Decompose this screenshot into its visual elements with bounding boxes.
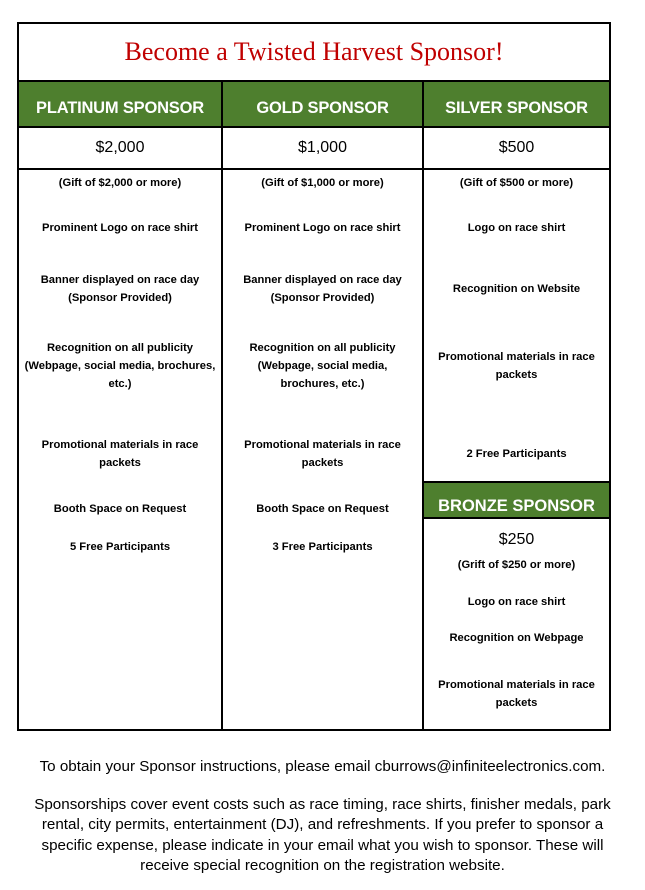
- platinum-benefit: 5 Free Participants: [69, 541, 171, 553]
- sponsorship-details-line: specific expense, please indicate in your email what you wish to sponsor. These will: [41, 837, 604, 854]
- gold-benefit: 3 Free Participants: [272, 541, 373, 553]
- silver-benefit: Promotional materials in race packets: [438, 351, 595, 381]
- silver-benefit: Recognition on Website: [452, 283, 581, 295]
- page-title: Become a Twisted Harvest Sponsor!: [19, 24, 609, 82]
- bronze-benefit: (Grift of $250 or more): [457, 559, 576, 571]
- gold-benefit: Promotional materials in race packets: [244, 439, 401, 469]
- gold-benefit: Banner displayed on race day (Sponsor Provided): [243, 274, 402, 304]
- gold-column: [223, 82, 424, 729]
- gold-benefit: Recognition on all publicity (Webpage, social media, brochures, etc.): [249, 342, 396, 390]
- platinum-benefit: Banner displayed on race day (Sponsor Provided): [40, 274, 200, 304]
- bronze-benefit: Promotional materials in race packets: [438, 679, 595, 709]
- silver-benefit: Logo on race shirt: [467, 222, 566, 234]
- platinum-benefit: (Gift of $2,000 or more): [58, 177, 182, 189]
- gold-header: GOLD SPONSOR: [223, 82, 422, 128]
- silver-benefit: (Gift of $500 or more): [459, 177, 574, 189]
- platinum-benefit: Prominent Logo on race shirt: [41, 222, 199, 234]
- platinum-benefit: Recognition on all publicity (Webpage, social media, brochures, etc.): [24, 342, 216, 390]
- bronze-benefit: Recognition on Webpage: [449, 632, 584, 644]
- platinum-benefit: Booth Space on Request: [53, 503, 187, 515]
- bronze-header: BRONZE SPONSOR: [424, 481, 609, 519]
- sponsorship-details-line: Sponsorships cover event costs such as race timing, race shirts, finisher medals, park: [34, 796, 611, 813]
- silver-benefit: 2 Free Participants: [466, 448, 567, 460]
- gold-benefit: (Gift of $1,000 or more): [261, 177, 384, 189]
- gold-benefit: Prominent Logo on race shirt: [244, 222, 401, 234]
- gold-benefit: Booth Space on Request: [256, 503, 389, 515]
- platinum-header: PLATINUM SPONSOR: [19, 82, 221, 128]
- sponsorship-details-line: receive special recognition on the registration website.: [140, 857, 505, 874]
- gold-price: $1,000: [223, 128, 422, 170]
- silver-header: SILVER SPONSOR: [424, 82, 609, 128]
- platinum-column: [19, 82, 223, 729]
- bronze-benefit: Logo on race shirt: [467, 596, 566, 608]
- bronze-price: $250: [498, 531, 535, 548]
- platinum-price: $2,000: [19, 128, 221, 170]
- silver-price: $500: [424, 128, 609, 170]
- sponsorship-details-line: rental, city permits, entertainment (DJ), and refreshments. If you prefer to sponsor a: [41, 816, 604, 833]
- sponsor-instructions-text: To obtain your Sponsor instructions, please email cburrows@infiniteelectronics.com.: [39, 758, 606, 775]
- silver-bronze-column: [424, 82, 609, 729]
- platinum-benefit: Promotional materials in race packets: [41, 439, 199, 469]
